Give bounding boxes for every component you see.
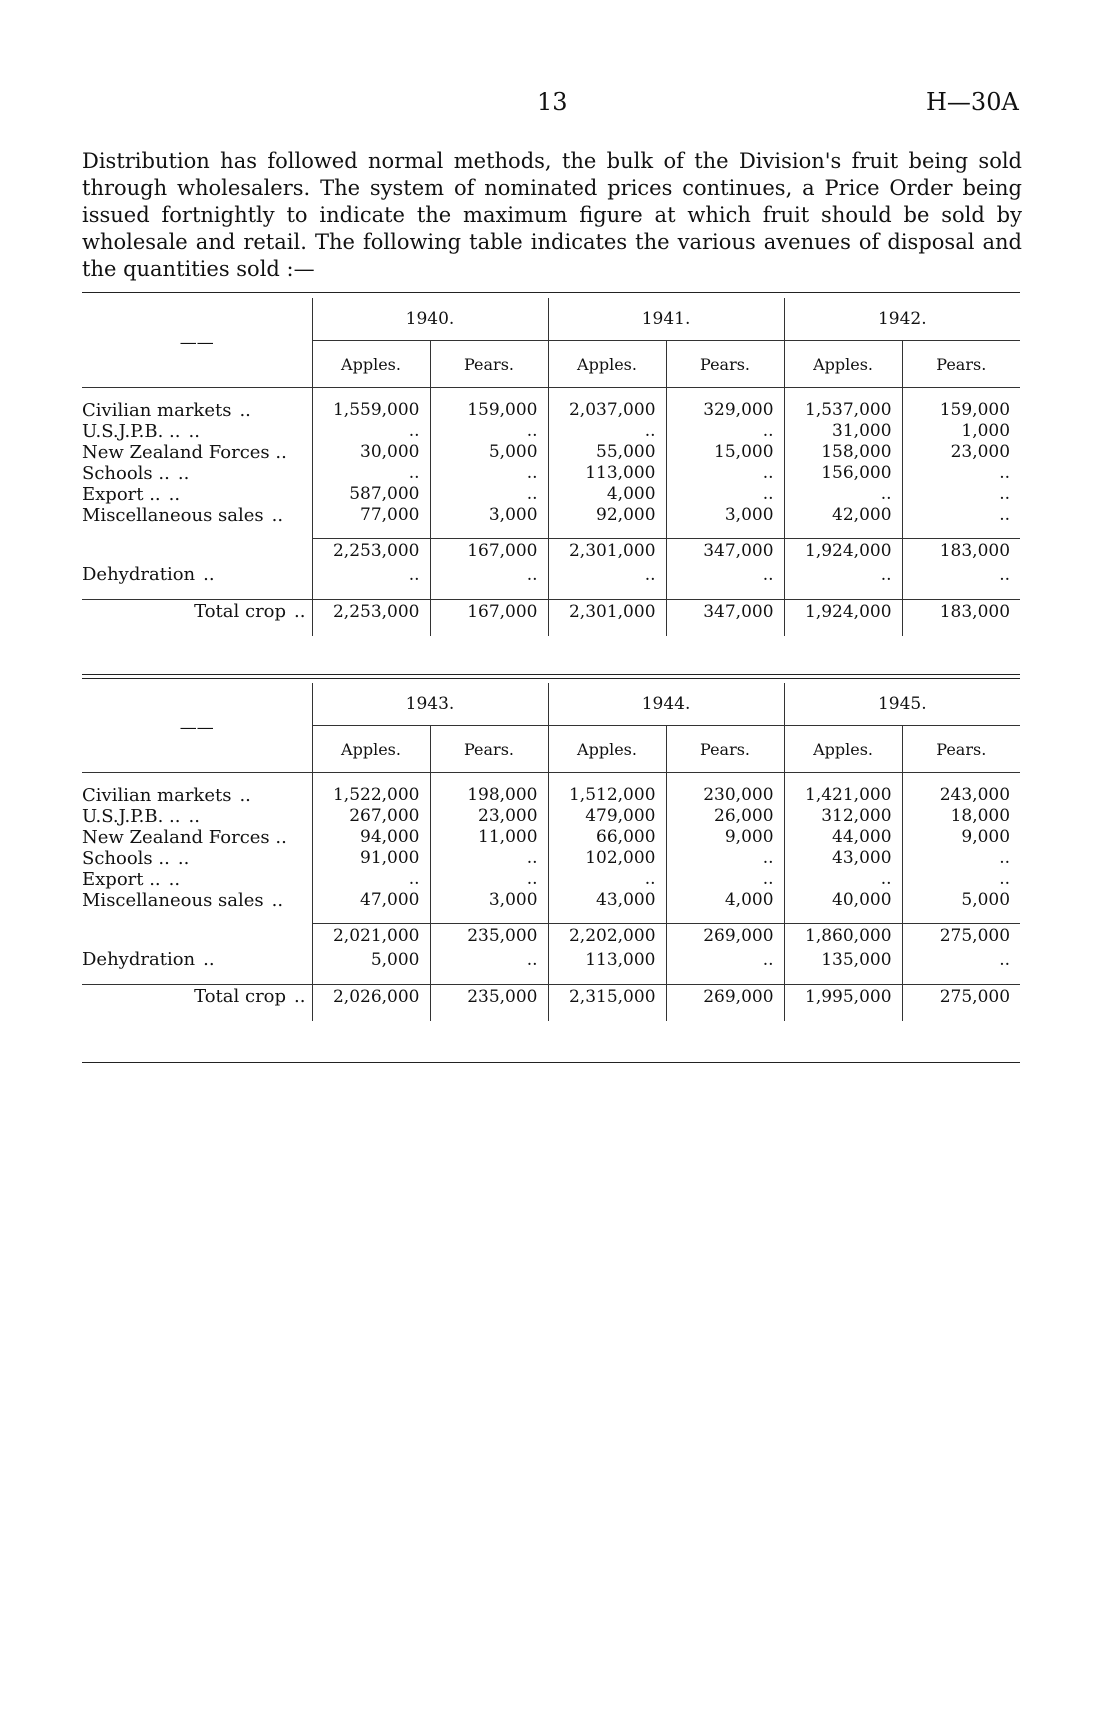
leader-dots: .. xyxy=(177,848,190,869)
value-cell: 1,421,000 xyxy=(784,785,902,806)
year-header: 1943. xyxy=(312,683,548,726)
total-cell: 1,924,000 xyxy=(784,600,902,625)
value-cell: .. xyxy=(902,484,1020,505)
value-cell: 91,000 xyxy=(312,848,430,869)
value-cell: 5,000 xyxy=(312,948,430,972)
value-cell: 42,000 xyxy=(784,505,902,526)
leader-dots: .. xyxy=(294,601,306,622)
total-crop-row xyxy=(82,600,1020,625)
value-cell: .. xyxy=(666,463,784,484)
value-cell: 3,000 xyxy=(430,890,548,911)
total-cell: 2,253,000 xyxy=(312,600,430,625)
subtotal-cell: 2,021,000 xyxy=(312,924,430,949)
subtotal-cell: 167,000 xyxy=(430,539,548,564)
row-label xyxy=(82,505,312,526)
leader-dots: .. xyxy=(271,890,284,911)
row-label-text: Schools .. xyxy=(82,848,170,869)
total-cell: 167,000 xyxy=(430,600,548,625)
value-cell: 329,000 xyxy=(666,400,784,421)
value-cell: 2,037,000 xyxy=(548,400,666,421)
value-cell: 92,000 xyxy=(548,505,666,526)
row-label xyxy=(82,442,312,463)
value-cell: 3,000 xyxy=(430,505,548,526)
table-row xyxy=(82,400,1020,421)
value-cell: 312,000 xyxy=(784,806,902,827)
document-reference: H—30A xyxy=(926,88,1019,116)
row-label-text: Export .. xyxy=(82,869,161,890)
year-header: 1945. xyxy=(784,683,1020,726)
fruit-header: Apples. xyxy=(312,341,430,388)
value-cell: .. xyxy=(548,563,666,587)
subtotal-cell: 2,253,000 xyxy=(312,539,430,564)
subtotal-cell: 235,000 xyxy=(430,924,548,949)
value-cell: 77,000 xyxy=(312,505,430,526)
table-row xyxy=(82,421,1020,442)
row-label xyxy=(82,463,312,484)
total-cell: 275,000 xyxy=(902,985,1020,1010)
value-cell: .. xyxy=(430,848,548,869)
subtotal-row xyxy=(82,924,1020,949)
value-cell: .. xyxy=(312,421,430,442)
fruit-header: Apples. xyxy=(548,341,666,388)
row-label-text: Miscellaneous sales xyxy=(82,890,264,911)
value-cell: .. xyxy=(902,463,1020,484)
fruit-header: Pears. xyxy=(430,726,548,773)
value-cell: .. xyxy=(430,484,548,505)
total-cell: 1,995,000 xyxy=(784,985,902,1010)
table-row xyxy=(82,463,1020,484)
value-cell: 5,000 xyxy=(430,442,548,463)
value-cell: .. xyxy=(784,563,902,587)
page-header xyxy=(0,88,1114,118)
value-cell: 135,000 xyxy=(784,948,902,972)
page-number: 13 xyxy=(537,88,568,116)
value-cell: .. xyxy=(430,869,548,890)
year-header: 1940. xyxy=(312,298,548,341)
table-row xyxy=(82,869,1020,890)
value-cell: .. xyxy=(430,421,548,442)
value-cell: .. xyxy=(902,505,1020,526)
row-label-text: New Zealand Forces .. xyxy=(82,442,287,463)
value-cell: .. xyxy=(312,563,430,587)
leader-dots: .. xyxy=(239,785,251,806)
value-cell: .. xyxy=(548,869,666,890)
row-label-text: Schools .. xyxy=(82,463,170,484)
fruit-header: Apples. xyxy=(784,341,902,388)
value-cell: 113,000 xyxy=(548,948,666,972)
value-cell: 40,000 xyxy=(784,890,902,911)
value-cell: 43,000 xyxy=(548,890,666,911)
fruit-header: Pears. xyxy=(430,341,548,388)
value-cell: 4,000 xyxy=(666,890,784,911)
row-label xyxy=(82,869,312,890)
row-label-text: Export .. xyxy=(82,484,161,505)
value-cell: .. xyxy=(902,563,1020,587)
row-label xyxy=(82,890,312,911)
dehydration-row xyxy=(82,948,1020,972)
fruit-header: Pears. xyxy=(902,726,1020,773)
year-header: 1944. xyxy=(548,683,784,726)
value-cell: 159,000 xyxy=(430,400,548,421)
value-cell: .. xyxy=(666,484,784,505)
leader-dots: .. xyxy=(188,806,200,827)
total-cell: 2,026,000 xyxy=(312,985,430,1010)
total-cell: 2,315,000 xyxy=(548,985,666,1010)
value-cell: 1,537,000 xyxy=(784,400,902,421)
value-cell: 31,000 xyxy=(784,421,902,442)
value-cell: 267,000 xyxy=(312,806,430,827)
value-cell: .. xyxy=(666,421,784,442)
subtotal-row xyxy=(82,539,1020,564)
subtotal-cell: 1,924,000 xyxy=(784,539,902,564)
value-cell: 23,000 xyxy=(430,806,548,827)
row-label xyxy=(82,785,312,806)
leader-dots: .. xyxy=(177,463,190,484)
table-row xyxy=(82,505,1020,526)
value-cell: .. xyxy=(902,848,1020,869)
table-row xyxy=(82,848,1020,869)
row-label-text: U.S.J.P.B. .. xyxy=(82,421,181,442)
subtotal-cell: 2,301,000 xyxy=(548,539,666,564)
row-label-text: Civilian markets xyxy=(82,785,232,806)
value-cell: .. xyxy=(666,948,784,972)
fruit-header: Pears. xyxy=(666,726,784,773)
value-cell: .. xyxy=(784,484,902,505)
value-cell: .. xyxy=(666,563,784,587)
row-label xyxy=(82,806,312,827)
value-cell: .. xyxy=(312,463,430,484)
value-cell: 3,000 xyxy=(666,505,784,526)
value-cell: 198,000 xyxy=(430,785,548,806)
value-cell: 9,000 xyxy=(902,827,1020,848)
value-cell: 156,000 xyxy=(784,463,902,484)
value-cell: 26,000 xyxy=(666,806,784,827)
value-cell: .. xyxy=(666,848,784,869)
value-cell: 4,000 xyxy=(548,484,666,505)
corner-cell: —— xyxy=(82,683,312,773)
total-cell: 235,000 xyxy=(430,985,548,1010)
value-cell: .. xyxy=(312,869,430,890)
leader-dots: .. xyxy=(239,400,251,421)
value-cell: 55,000 xyxy=(548,442,666,463)
value-cell: 1,522,000 xyxy=(312,785,430,806)
fruit-header: Pears. xyxy=(902,341,1020,388)
value-cell: 102,000 xyxy=(548,848,666,869)
total-cell: 269,000 xyxy=(666,985,784,1010)
corner-cell: —— xyxy=(82,298,312,388)
leader-dots: .. xyxy=(168,484,181,505)
leader-dots: .. xyxy=(294,986,306,1007)
row-label xyxy=(82,421,312,442)
row-label xyxy=(82,600,312,625)
value-cell: 1,559,000 xyxy=(312,400,430,421)
fruit-header: Apples. xyxy=(312,726,430,773)
value-cell: .. xyxy=(902,869,1020,890)
fruit-header: Apples. xyxy=(784,726,902,773)
year-header: 1941. xyxy=(548,298,784,341)
value-cell: .. xyxy=(902,948,1020,972)
total-crop-row xyxy=(82,985,1020,1010)
total-cell: 347,000 xyxy=(666,600,784,625)
value-cell: .. xyxy=(784,869,902,890)
row-label xyxy=(82,848,312,869)
table-row xyxy=(82,785,1020,806)
row-label-text: U.S.J.P.B. .. xyxy=(82,806,181,827)
value-cell: 159,000 xyxy=(902,400,1020,421)
table-row xyxy=(82,442,1020,463)
value-cell: 94,000 xyxy=(312,827,430,848)
table-bottom-rule xyxy=(82,1062,1020,1063)
row-label-text: New Zealand Forces .. xyxy=(82,827,287,848)
year-header: 1942. xyxy=(784,298,1020,341)
intro-paragraph: Distribution has followed normal methods, the bulk of the Division's fruit being sold through wholesalers. The system of nominated prices continues, a Price Order being issued fortnightly to indicate the maximum figure at which fruit should be sold by wholesale and retail. The following table indicates the various avenues of disposal and the quantities sold :— xyxy=(82,149,1022,281)
value-cell: 230,000 xyxy=(666,785,784,806)
row-label-text: Dehydration xyxy=(82,949,196,970)
table-row xyxy=(82,890,1020,911)
subtotal-cell: 275,000 xyxy=(902,924,1020,949)
subtotal-cell: 269,000 xyxy=(666,924,784,949)
subtotal-cell: 1,860,000 xyxy=(784,924,902,949)
row-label xyxy=(82,985,312,1010)
subtotal-cell: 2,202,000 xyxy=(548,924,666,949)
value-cell: 66,000 xyxy=(548,827,666,848)
value-cell: .. xyxy=(666,869,784,890)
row-label xyxy=(82,827,312,848)
value-cell: 18,000 xyxy=(902,806,1020,827)
value-cell: 43,000 xyxy=(784,848,902,869)
value-cell: 30,000 xyxy=(312,442,430,463)
disposal-table-1940-1942 xyxy=(82,298,1020,636)
row-label xyxy=(82,484,312,505)
table-divider-rule xyxy=(82,678,1020,679)
leader-dots: .. xyxy=(203,949,215,970)
value-cell: 243,000 xyxy=(902,785,1020,806)
table-row xyxy=(82,484,1020,505)
table-divider-rule xyxy=(82,674,1020,675)
value-cell: 9,000 xyxy=(666,827,784,848)
row-label xyxy=(82,400,312,421)
row-label-text: Civilian markets xyxy=(82,400,232,421)
value-cell: 158,000 xyxy=(784,442,902,463)
value-cell: 11,000 xyxy=(430,827,548,848)
row-label-text: Dehydration xyxy=(82,564,196,585)
total-cell: 2,301,000 xyxy=(548,600,666,625)
leader-dots: .. xyxy=(271,505,284,526)
value-cell: .. xyxy=(430,948,548,972)
value-cell: .. xyxy=(430,563,548,587)
value-cell: 44,000 xyxy=(784,827,902,848)
row-label-text: Total crop xyxy=(194,986,287,1007)
row-label-text: Miscellaneous sales xyxy=(82,505,264,526)
table-row xyxy=(82,806,1020,827)
disposal-table-1943-1945 xyxy=(82,683,1020,1021)
row-label xyxy=(82,948,312,972)
value-cell: 113,000 xyxy=(548,463,666,484)
value-cell: 47,000 xyxy=(312,890,430,911)
value-cell: 5,000 xyxy=(902,890,1020,911)
value-cell: 15,000 xyxy=(666,442,784,463)
value-cell: .. xyxy=(548,421,666,442)
value-cell: 479,000 xyxy=(548,806,666,827)
leader-dots: .. xyxy=(168,869,181,890)
subtotal-cell: 183,000 xyxy=(902,539,1020,564)
leader-dots: .. xyxy=(188,421,200,442)
value-cell: 23,000 xyxy=(902,442,1020,463)
total-cell: 183,000 xyxy=(902,600,1020,625)
row-label xyxy=(82,563,312,587)
table-top-rule xyxy=(82,292,1020,293)
value-cell: 1,000 xyxy=(902,421,1020,442)
fruit-header: Apples. xyxy=(548,726,666,773)
table-row xyxy=(82,827,1020,848)
row-label-text: Total crop xyxy=(194,601,287,622)
fruit-header: Pears. xyxy=(666,341,784,388)
value-cell: 1,512,000 xyxy=(548,785,666,806)
subtotal-cell: 347,000 xyxy=(666,539,784,564)
dehydration-row xyxy=(82,563,1020,587)
value-cell: 587,000 xyxy=(312,484,430,505)
value-cell: .. xyxy=(430,463,548,484)
leader-dots: .. xyxy=(203,564,215,585)
